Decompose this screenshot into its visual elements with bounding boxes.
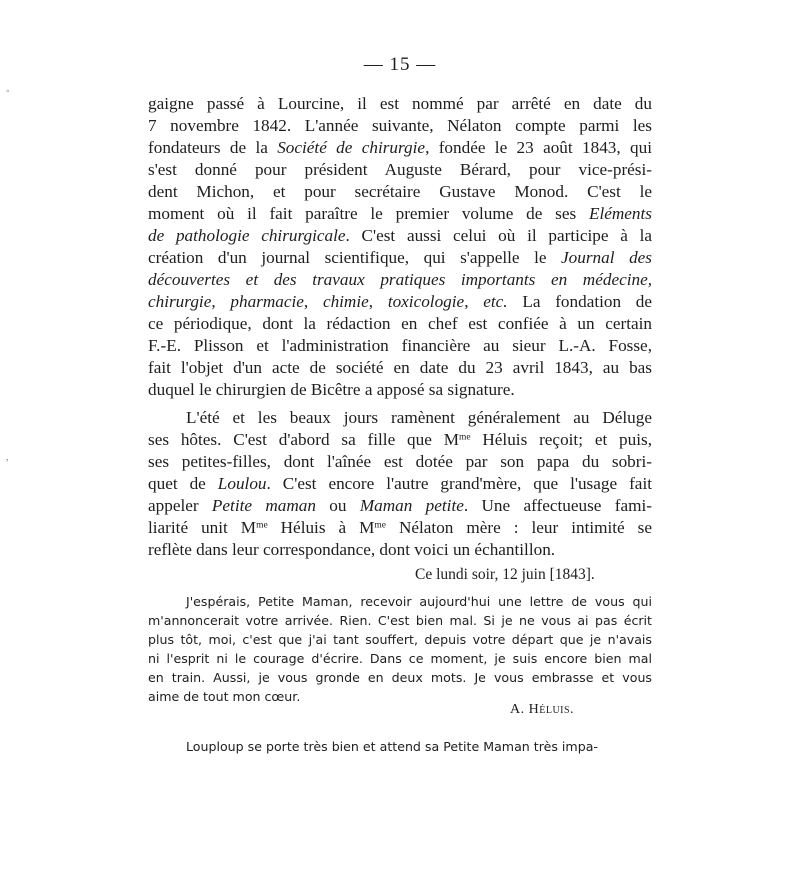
text-run: . Une affectueuse fami- bbox=[463, 496, 652, 515]
text-line bbox=[148, 649, 652, 668]
text-line bbox=[148, 357, 652, 379]
text-run: etc. bbox=[483, 292, 508, 311]
text-run: Nélaton mère : leur intimité se bbox=[385, 518, 652, 537]
text-line bbox=[148, 247, 652, 269]
text-run: ce périodique, dont la rédaction en chef est confiée à un certain bbox=[148, 314, 652, 333]
text-line bbox=[148, 592, 652, 611]
text-line bbox=[148, 495, 652, 517]
text-run: toxicologie bbox=[387, 292, 465, 311]
text-run: plus tôt, moi, c'est que j'ai tant souffert, depuis votre départ que je n'avais bbox=[148, 632, 652, 647]
text-run: de pathologie chirurgicale bbox=[148, 226, 346, 245]
text-run: , bbox=[211, 292, 231, 311]
text-line bbox=[148, 451, 652, 473]
text-run: duquel le chirurgien de Bicêtre a apposé sa signature. bbox=[148, 380, 515, 399]
text-run: Société de chirurgie bbox=[277, 138, 426, 157]
text-run: me bbox=[256, 520, 268, 531]
text-line bbox=[148, 379, 652, 401]
text-line bbox=[148, 93, 652, 115]
letter-signature: A. Héluis. bbox=[510, 702, 575, 717]
text-run: fait l'objet d'un acte de société en date du 23 avril 1843, au bas bbox=[148, 358, 652, 377]
text-run: Héluis reçoit; et puis, bbox=[470, 430, 652, 449]
text-run: , bbox=[303, 292, 323, 311]
text-run: quet de bbox=[148, 474, 218, 493]
text-line bbox=[148, 473, 652, 495]
text-line bbox=[148, 517, 652, 539]
text-run: me bbox=[458, 432, 471, 443]
text-run: , bbox=[464, 292, 484, 311]
text-run: reflète dans leur correspondance, dont voici un échantillon. bbox=[148, 540, 556, 559]
text-run: J'espérais, Petite Maman, recevoir aujourd'hui une lettre de vous qui bbox=[186, 594, 652, 609]
text-run: Maman petite bbox=[359, 496, 464, 515]
text-line bbox=[148, 269, 652, 291]
margin-mark-1: ◦ bbox=[6, 86, 10, 97]
text-run: chirurgie bbox=[148, 292, 212, 311]
text-run: 7 novembre 1842. L'année suivante, Nélaton compte parmi les bbox=[148, 116, 652, 135]
text-run: aime de tout mon cœur. bbox=[148, 689, 301, 704]
text-line bbox=[148, 225, 652, 247]
text-line bbox=[148, 115, 652, 137]
text-run: . C'est encore l'autre grand'mère, que l'usage fait bbox=[266, 474, 652, 493]
text-run: moment où il fait paraître le premier volume de ses bbox=[148, 204, 589, 223]
text-run: chimie bbox=[322, 292, 369, 311]
text-run: liarité unit M bbox=[148, 518, 257, 537]
text-run: s'est donné pour président Auguste Bérard, pour vice-prési- bbox=[148, 160, 652, 179]
text-run: me bbox=[374, 520, 386, 531]
letter-body bbox=[148, 592, 652, 706]
text-line bbox=[148, 291, 652, 313]
text-line bbox=[148, 539, 652, 561]
text-run: . C'est aussi celui où il participe à la bbox=[345, 226, 652, 245]
text-line bbox=[148, 203, 652, 225]
text-run: L'été et les beaux jours ramènent généralement au Déluge bbox=[186, 408, 652, 427]
letter-date: Ce lundi soir, 12 juin [1843]. bbox=[415, 566, 595, 583]
text-run: Petite maman bbox=[211, 496, 316, 515]
text-run: , bbox=[368, 292, 388, 311]
text-line bbox=[148, 668, 652, 687]
text-line bbox=[148, 407, 652, 429]
text-run: ses hôtes. C'est d'abord sa fille que M bbox=[148, 430, 459, 449]
margin-mark-2: , bbox=[6, 452, 9, 463]
text-line bbox=[148, 687, 652, 706]
text-run: dent Michon, et pour secrétaire Gustave Monod. C'est le bbox=[148, 182, 652, 201]
text-run: m'annoncerait votre arrivée. Rien. C'est bien mal. Si je ne vous ai pas écrit bbox=[148, 613, 652, 628]
text-run: La fondation de bbox=[507, 292, 653, 311]
text-run: Eléments bbox=[588, 204, 652, 223]
paragraph-2 bbox=[148, 407, 652, 561]
text-line bbox=[148, 181, 652, 203]
page-number: — 15 — bbox=[363, 54, 437, 75]
text-line bbox=[148, 159, 652, 181]
text-run: , fondée le 23 août 1843, qui bbox=[425, 138, 652, 157]
text-run: F.-E. Plisson et l'administration financière au sieur L.-A. Fosse, bbox=[148, 336, 652, 355]
text-line bbox=[148, 611, 652, 630]
text-run: pharmacie bbox=[230, 292, 304, 311]
text-line bbox=[148, 137, 652, 159]
text-run: Loulou bbox=[217, 474, 267, 493]
text-run: découvertes et des travaux pratiques importants en médecine, bbox=[148, 270, 652, 289]
postscript bbox=[148, 737, 652, 756]
text-run: ses petites-filles, dont l'aînée est dotée par son papa du sobri- bbox=[148, 452, 652, 471]
text-line bbox=[148, 313, 652, 335]
text-line bbox=[148, 335, 652, 357]
text-line bbox=[148, 429, 652, 451]
text-run: fondateurs de la bbox=[148, 138, 278, 157]
text-run: en train. Aussi, je vous gronde en deux mots. Je vous embrasse et vous bbox=[148, 670, 652, 685]
postscript-line: Louploup se porte très bien et attend sa Petite Maman très impa- bbox=[186, 739, 598, 754]
text-run: Journal des bbox=[561, 248, 652, 267]
text-run: ou bbox=[315, 496, 360, 515]
text-run: gaigne passé à Lourcine, il est nommé par arrêté en date du bbox=[148, 94, 652, 113]
text-run: appeler bbox=[148, 496, 212, 515]
text-run: Héluis à M bbox=[267, 518, 375, 537]
text-run: création d'un journal scientifique, qui s'appelle le bbox=[148, 248, 562, 267]
paragraph-1 bbox=[148, 93, 652, 401]
text-run: ni l'esprit ni le courage d'écrire. Dans ce moment, je suis encore bien mal bbox=[148, 651, 652, 666]
text-line bbox=[148, 630, 652, 649]
